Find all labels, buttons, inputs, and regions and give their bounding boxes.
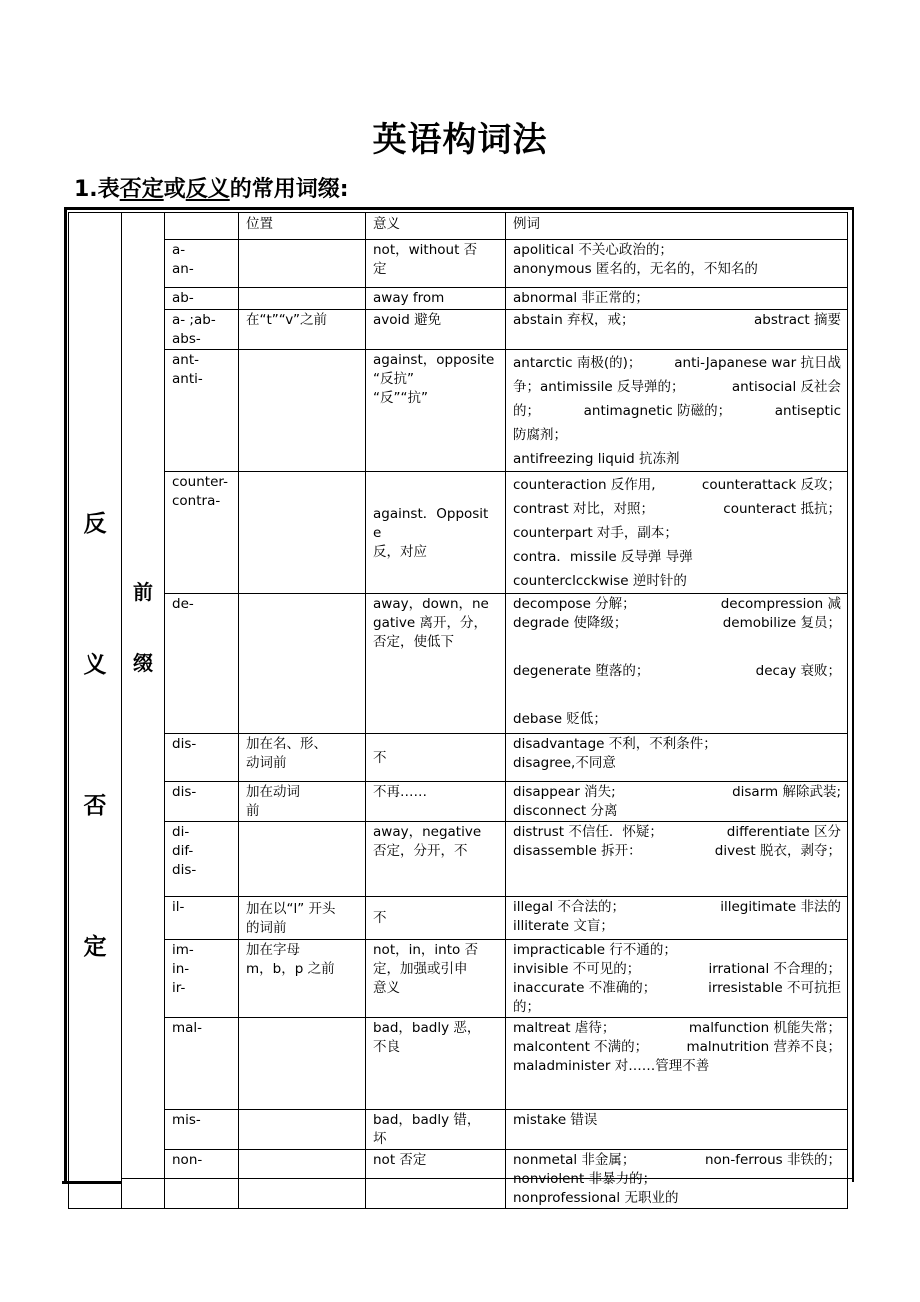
example-word: disappear 消失; [513, 784, 616, 800]
example-word: decompression 减 [720, 596, 841, 612]
prefix-cell [165, 1150, 239, 1209]
table-row [69, 1018, 848, 1110]
position-cell [239, 734, 366, 782]
prefix-text: abs- [172, 331, 201, 347]
meaning-text: 不良 [373, 1039, 400, 1055]
meaning-text: away from [373, 290, 445, 306]
prefix-cell [165, 940, 239, 1018]
table-row [69, 897, 848, 940]
side-label-char: 定 [83, 934, 107, 960]
side-label-cell [69, 213, 122, 1209]
example-line [513, 1189, 841, 1208]
example-line [513, 545, 841, 569]
example-word: malfunction 机能失常； [688, 1020, 841, 1036]
example-word: disarm 解除武装; [732, 784, 841, 800]
table-row [69, 1150, 848, 1209]
table-row [69, 734, 848, 782]
example-line [513, 241, 841, 260]
prefix-text: counter- [172, 474, 228, 490]
examples-cell [506, 594, 848, 734]
position-text: 在“t”“v”之前 [246, 312, 328, 328]
prefix-text: de- [172, 596, 194, 612]
example-word: antifreezing liquid 抗冻剂 [513, 451, 680, 467]
examples-cell [506, 782, 848, 822]
meaning-cell [366, 288, 506, 310]
affix-table [68, 212, 848, 1209]
section-heading [74, 172, 349, 203]
heading-underline-antonym: 反义 [185, 177, 230, 202]
meaning-text: away，down，ne [373, 596, 489, 612]
prefix-text: dis- [172, 862, 197, 878]
meaning-text: not，in，into 否 [373, 942, 479, 958]
position-cell [239, 822, 366, 897]
meaning-cell [366, 240, 506, 288]
example-word: counterattack 反攻； [701, 477, 841, 493]
header-meaning: 意义 [366, 213, 506, 240]
prefix-cell [165, 782, 239, 822]
example-word: impracticable 行不通的； [513, 942, 677, 958]
example-word: 防腐剂； [513, 427, 567, 443]
example-word: disagree,不同意 [513, 755, 616, 771]
example-line [513, 260, 841, 279]
example-word: 争；antimissile 反导弹的； [513, 379, 685, 395]
meaning-cell [366, 822, 506, 897]
examples-cell [506, 1110, 848, 1150]
table-row [69, 940, 848, 1018]
example-word: nonviolent 非暴力的； [513, 1171, 657, 1187]
prefix-cell [165, 822, 239, 897]
prefix-cell [165, 310, 239, 350]
prefix-text: ir- [172, 980, 186, 996]
example-word: antarctic 南极(的)； [513, 355, 642, 371]
example-word: 的； [513, 403, 540, 419]
group-label-char: 缀 [133, 651, 153, 675]
group-label-cell [122, 213, 165, 1209]
affix-table-body [69, 213, 848, 1209]
example-word: antisocial 反社会 [731, 379, 841, 395]
meaning-text: against．Opposit [373, 505, 489, 522]
meaning-text: 不 [373, 749, 387, 766]
example-word: distrust 不信任．怀疑； [513, 824, 663, 840]
meaning-text: “反抗” [373, 371, 414, 387]
prefix-text: anti- [172, 371, 203, 387]
example-line [513, 735, 841, 754]
position-text: 加在以“l” 开头 [246, 900, 336, 917]
example-word: disconnect 分离 [513, 803, 618, 819]
prefix-text: dif- [172, 843, 194, 859]
example-word: demobilize 复员； [722, 615, 841, 631]
position-text: 加在名、形、 [246, 736, 327, 752]
example-word: counterclcckwise 逆时针的 [513, 573, 687, 589]
meaning-cell [366, 350, 506, 472]
prefix-text: ab- [172, 290, 194, 306]
table-row [69, 288, 848, 310]
example-line [513, 1019, 841, 1038]
heading-underline-negation: 否定 [119, 177, 164, 202]
example-line [513, 802, 841, 821]
examples-cell [506, 822, 848, 897]
meaning-text: “反”“抗” [373, 390, 428, 406]
position-cell [239, 310, 366, 350]
prefix-text: im- [172, 942, 194, 958]
position-cell [239, 288, 366, 310]
meaning-text: against，opposite [373, 352, 495, 368]
position-cell [239, 782, 366, 822]
side-label-char: 否 [83, 793, 107, 819]
examples-cell [506, 1018, 848, 1110]
example-line [513, 710, 841, 729]
header-examples: 例词 [506, 213, 848, 240]
example-word: illiterate 文盲； [513, 918, 614, 934]
table-row [69, 1110, 848, 1150]
example-line [513, 1170, 841, 1189]
example-line [513, 447, 841, 471]
position-text: m，b，p 之前 [246, 961, 335, 977]
prefix-text: non- [172, 1152, 203, 1168]
prefix-cell [165, 594, 239, 734]
example-line [513, 351, 841, 375]
meaning-text: avoid 避免 [373, 312, 442, 328]
example-line [513, 311, 841, 330]
prefix-text: a- ;ab- [172, 312, 216, 328]
meaning-text: not，without 否 [373, 242, 478, 258]
prefix-text: ant- [172, 352, 199, 368]
position-cell [239, 350, 366, 472]
example-word: illegal 不合法的； [513, 899, 625, 915]
example-line [513, 497, 841, 521]
example-word: degenerate 堕落的； [513, 663, 650, 679]
meaning-text: 意义 [373, 980, 400, 996]
prefix-cell [165, 240, 239, 288]
example-line [513, 823, 841, 842]
example-word: 的； [513, 999, 540, 1015]
example-word: anti-Japanese war 抗日战 [674, 355, 841, 371]
example-word: differentiate 区分 [726, 824, 841, 840]
heading-number: 1. [74, 177, 98, 202]
position-cell [239, 1018, 366, 1110]
meaning-text: 否定，使低下 [373, 634, 454, 650]
example-word: disassemble 拆开： [513, 843, 642, 859]
position-cell [239, 897, 366, 940]
prefix-text: mis- [172, 1112, 201, 1128]
prefix-text: dis- [172, 736, 197, 752]
page-title: 英语构词法 [372, 120, 548, 160]
position-text: 的词前 [246, 919, 287, 936]
position-text: 加在动词 [246, 784, 300, 800]
example-word: counteraction 反作用, [513, 477, 656, 493]
example-word: non-ferrous 非铁的； [704, 1152, 841, 1168]
prefix-text: contra- [172, 493, 221, 509]
example-word: contrast 对比，对照； [513, 501, 654, 517]
example-word: antimagnetic 防磁的； [583, 403, 732, 419]
table-header-row [69, 213, 848, 240]
position-text: 动词前 [246, 755, 287, 771]
example-line [513, 473, 841, 497]
position-cell [239, 1110, 366, 1150]
table-row [69, 472, 848, 594]
example-word: mistake 错误 [513, 1112, 598, 1128]
example-line [513, 998, 841, 1017]
meaning-cell [366, 472, 506, 594]
prefix-text: mal- [172, 1020, 203, 1036]
example-line [513, 1038, 841, 1057]
example-line [513, 423, 841, 447]
example-line [513, 521, 841, 545]
table-row [69, 594, 848, 734]
example-word: abnormal 非正常的； [513, 290, 649, 306]
prefix-text: il- [172, 899, 185, 915]
example-word: decay 衰败； [755, 663, 841, 679]
example-word: divest 脱衣，剥夺； [714, 843, 841, 859]
examples-cell [506, 240, 848, 288]
example-word: irresistable 不可抗拒 [708, 980, 841, 996]
example-word: contra．missile 反导弹 导弹 [513, 549, 693, 565]
table-row [69, 822, 848, 897]
example-line [513, 979, 841, 998]
prefix-text: in- [172, 961, 190, 977]
header-prefix-cell [165, 213, 239, 240]
example-word: abstain 弃权，戒； [513, 312, 635, 328]
heading-text-before: 表 [97, 177, 120, 202]
meaning-text: bad，badly 错， [373, 1112, 481, 1128]
example-line [513, 399, 841, 423]
prefix-text: dis- [172, 784, 197, 800]
examples-cell [506, 897, 848, 940]
meaning-text: 坏 [373, 1131, 387, 1147]
group-label-char: 前 [133, 580, 153, 604]
meaning-cell [366, 940, 506, 1018]
example-word: disadvantage 不利，不利条件； [513, 736, 717, 752]
meaning-cell [366, 310, 506, 350]
prefix-cell [165, 288, 239, 310]
example-line [513, 898, 841, 917]
example-line [513, 1057, 841, 1076]
example-line [513, 1111, 841, 1130]
example-line [513, 289, 841, 308]
table-row [69, 350, 848, 472]
examples-cell [506, 734, 848, 782]
side-label-char: 反 [83, 511, 107, 537]
example-word: illegitimate 非法的 [720, 899, 841, 915]
example-line [513, 842, 841, 861]
position-cell [239, 472, 366, 594]
example-word: nonmetal 非金属； [513, 1152, 636, 1168]
example-line [513, 375, 841, 399]
prefix-text: di- [172, 824, 190, 840]
table-row [69, 310, 848, 350]
example-line [513, 783, 841, 802]
position-text: 加在字母 [246, 942, 300, 958]
prefix-cell [165, 1110, 239, 1150]
position-cell [239, 1150, 366, 1209]
meaning-cell [366, 897, 506, 940]
example-line [513, 754, 841, 773]
table-row [69, 782, 848, 822]
prefix-text: an- [172, 261, 194, 277]
meaning-cell [366, 1110, 506, 1150]
prefix-text: a- [172, 242, 186, 258]
meaning-cell [366, 1018, 506, 1110]
prefix-cell [165, 897, 239, 940]
example-word: anonymous 匿名的，无名的，不知名的 [513, 261, 758, 277]
example-word: counteract 抵抗； [723, 501, 841, 517]
prefix-cell [165, 734, 239, 782]
position-cell [239, 594, 366, 734]
examples-cell [506, 1150, 848, 1209]
meaning-cell [366, 594, 506, 734]
position-text: 前 [246, 803, 260, 819]
example-word: maltreat 虐待； [513, 1020, 616, 1036]
meaning-cell [366, 1150, 506, 1209]
meaning-text: 定 [373, 261, 387, 277]
table-row [69, 240, 848, 288]
example-line [513, 569, 841, 593]
example-line [513, 595, 841, 614]
example-word: degrade 使降级； [513, 615, 628, 631]
prefix-cell [165, 1018, 239, 1110]
prefix-cell [165, 350, 239, 472]
example-word: nonprofessional 无职业的 [513, 1190, 679, 1206]
meaning-text: 不 [373, 910, 387, 926]
example-line [513, 614, 841, 633]
example-word: debase 贬低； [513, 711, 607, 727]
example-word: maladminister 对……管理不善 [513, 1058, 710, 1074]
position-cell [239, 940, 366, 1018]
meaning-cell [366, 782, 506, 822]
meaning-text: not 否定 [373, 1152, 427, 1168]
position-cell [239, 240, 366, 288]
header-position: 位置 [239, 213, 366, 240]
example-word: malnutrition 营养不良； [686, 1039, 841, 1055]
examples-cell [506, 350, 848, 472]
example-word: decompose 分解； [513, 596, 636, 612]
heading-text-after: 的常用词缀: [229, 177, 349, 202]
example-line [513, 662, 841, 681]
meaning-cell [366, 734, 506, 782]
example-line [513, 941, 841, 960]
example-word: abstract 摘要 [754, 312, 841, 328]
examples-cell [506, 472, 848, 594]
meaning-text: e [373, 524, 382, 541]
example-line [513, 1151, 841, 1170]
example-word: invisible 不可见的； [513, 961, 641, 977]
example-word: apolitical 不关心政治的； [513, 242, 673, 258]
example-line [513, 917, 841, 936]
examples-cell [506, 288, 848, 310]
example-word: irrational 不合理的； [708, 961, 841, 977]
example-word: inaccurate 不准确的； [513, 980, 657, 996]
meaning-text: 反，对应 [373, 543, 427, 560]
meaning-text: 定，加强或引申 [373, 961, 468, 977]
meaning-text: gative 离开，分， [373, 615, 487, 631]
examples-cell [506, 310, 848, 350]
example-line [513, 960, 841, 979]
meaning-text: bad，badly 恶， [373, 1020, 481, 1036]
meaning-text: away，negative [373, 824, 482, 840]
meaning-text: 不再…… [373, 784, 427, 800]
heading-text-middle: 或 [163, 177, 186, 202]
example-word: counterpart 对手，副本； [513, 525, 678, 541]
side-label-char: 义 [83, 652, 107, 678]
examples-cell [506, 940, 848, 1018]
prefix-cell [165, 472, 239, 594]
example-word: antiseptic [774, 403, 841, 419]
meaning-text: 否定，分开，不 [373, 843, 468, 859]
example-word: malcontent 不满的； [513, 1039, 649, 1055]
